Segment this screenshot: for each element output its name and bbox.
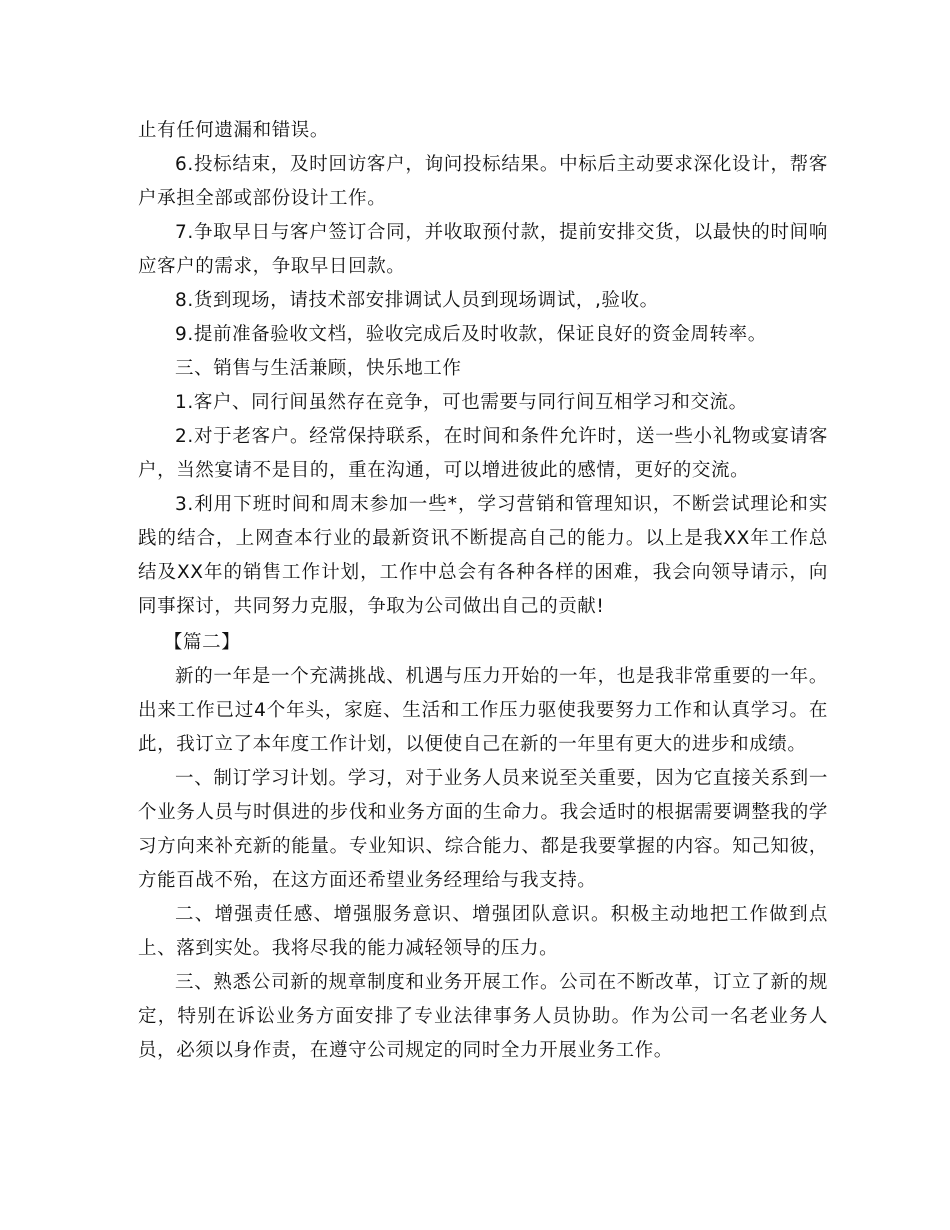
paragraph: 二、增强责任感、增强服务意识、增强团队意识。积极主动地把工作做到点上、落到实处。我将尽我的能力减轻领导的压力。 — [138, 904, 828, 959]
paragraph: 6.投标结束，及时回访客户，询问投标结果。中标后主动要求深化设计，帮客户承担全部或部份设计工作。 — [138, 154, 828, 209]
paragraph: 8.货到现场，请技术部安排调试人员到现场调试，,验收。 — [175, 290, 659, 311]
part-heading: 【篇二】 — [163, 632, 241, 653]
paragraph: 1.客户、同行间虽然存在竞争，可也需要与同行间互相学习和交流。 — [175, 392, 748, 413]
paragraph: 7.争取早日与客户签订合同，并收取预付款，提前安排交货，以最快的时间响应客户的需求，争取早日回款。 — [138, 222, 828, 277]
paragraph: 新的一年是一个充满挑战、机遇与压力开始的一年，也是我非常重要的一年。出来工作已过4个年头，家庭、生活和工作压力驱使我要努力工作和认真学习。在此，我订立了本年度工作计划，以便使自己在新的一年里有更大的进步和成绩。 — [138, 666, 828, 755]
paragraph: 9.提前准备验收文档，验收完成后及时收款，保证良好的资金周转率。 — [175, 324, 767, 345]
document-body — [138, 114, 828, 1068]
paragraph: 一、制订学习计划。学习，对于业务人员来说至关重要，因为它直接关系到一个业务人员与时俱进的步伐和业务方面的生命力。我会适时的根据需要调整我的学习方向来补充新的能量。专业知识、综合能力、都是我要掌握的内容。知己知彼，方能百战不殆，在这方面还希望业务经理给与我支持。 — [138, 768, 828, 891]
paragraph: 三、熟悉公司新的规章制度和业务开展工作。公司在不断改革，订立了新的规定，特别在诉讼业务方面安排了专业法律事务人员协助。作为公司一名老业务人员，必须以身作责，在遵守公司规定的同时全力开展业务工作。 — [138, 972, 828, 1061]
paragraph: 3.利用下班时间和周末参加一些*，学习营销和管理知识，不断尝试理论和实践的结合，上网查本行业的最新资讯不断提高自己的能力。以上是我XX年工作总结及XX年的销售工作计划，工作中总会有各种各样的困难，我会向领导请示，向同事探讨，共同努力克服，争取为公司做出自己的贡献! — [138, 494, 828, 617]
paragraph: 止有任何遗漏和错误。 — [138, 120, 330, 141]
paragraph: 2.对于老客户。经常保持联系，在时间和条件允许时，送一些小礼物或宴请客户，当然宴请不是目的，重在沟通，可以增进彼此的感情，更好的交流。 — [138, 426, 828, 481]
section-heading: 三、销售与生活兼顾，快乐地工作 — [175, 358, 462, 379]
